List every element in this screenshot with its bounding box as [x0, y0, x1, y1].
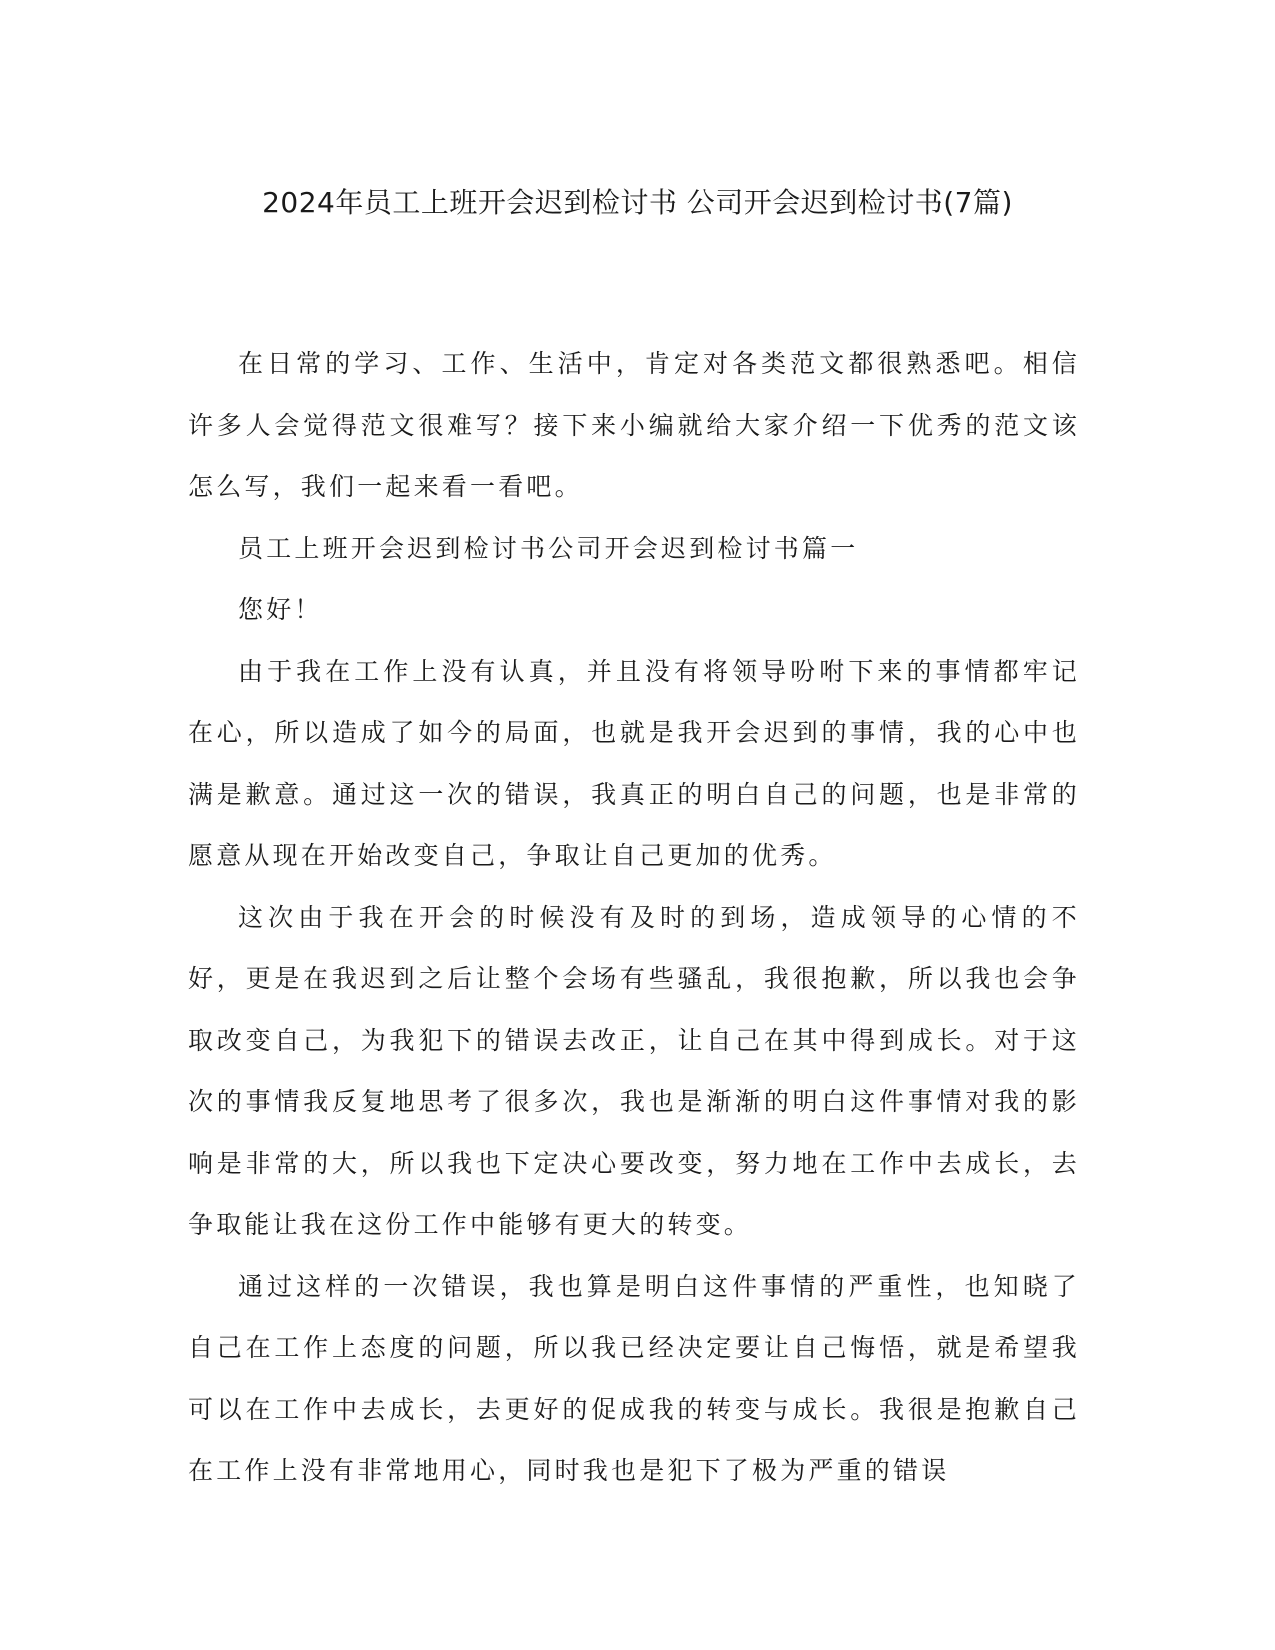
document-title: 2024年员工上班开会迟到检讨书 公司开会迟到检讨书(7篇): [262, 186, 1013, 219]
document-body: [188, 333, 1080, 1502]
salutation: 您好！: [238, 595, 323, 624]
section-heading: 员工上班开会迟到检讨书公司开会迟到检讨书篇一: [238, 533, 859, 563]
body-paragraph: 由于我在工作上没有认真，并且没有将领导吩咐下来的事情都牢记在心，所以造成了如今的局面，也就是我开会迟到的事情，我的心中也满是歉意。通过这一次的错误，我真正的明白自己的问题，也是非常的愿意从现在开始改变自己，争取让自己更加的优秀。: [188, 656, 1080, 870]
body-paragraph: 这次由于我在开会的时候没有及时的到场，造成领导的心情的不好，更是在我迟到之后让整个会场有些骚乱，我很抱歉，所以我也会争取改变自己，为我犯下的错误去改正，让自己在其中得到成长。对于这次的事情我反复地思考了很多次，我也是渐渐的明白这件事情对我的影响是非常的大，所以我也下定决心要改变，努力地在工作中去成长，去争取能让我在这份工作中能够有更大的转变。: [188, 902, 1080, 1239]
body-paragraph: 通过这样的一次错误，我也算是明白这件事情的严重性，也知晓了自己在工作上态度的问题，所以我已经决定要让自己悔悟，就是希望我可以在工作中去成长，去更好的促成我的转变与成长。我很是抱歉自己在工作上没有非常地用心，同时我也是犯下了极为严重的错误: [188, 1271, 1080, 1485]
intro-paragraph: 在日常的学习、工作、生活中，肯定对各类范文都很熟悉吧。相信许多人会觉得范文很难写？接下来小编就给大家介绍一下优秀的范文该怎么写，我们一起来看一看吧。: [188, 349, 1080, 501]
